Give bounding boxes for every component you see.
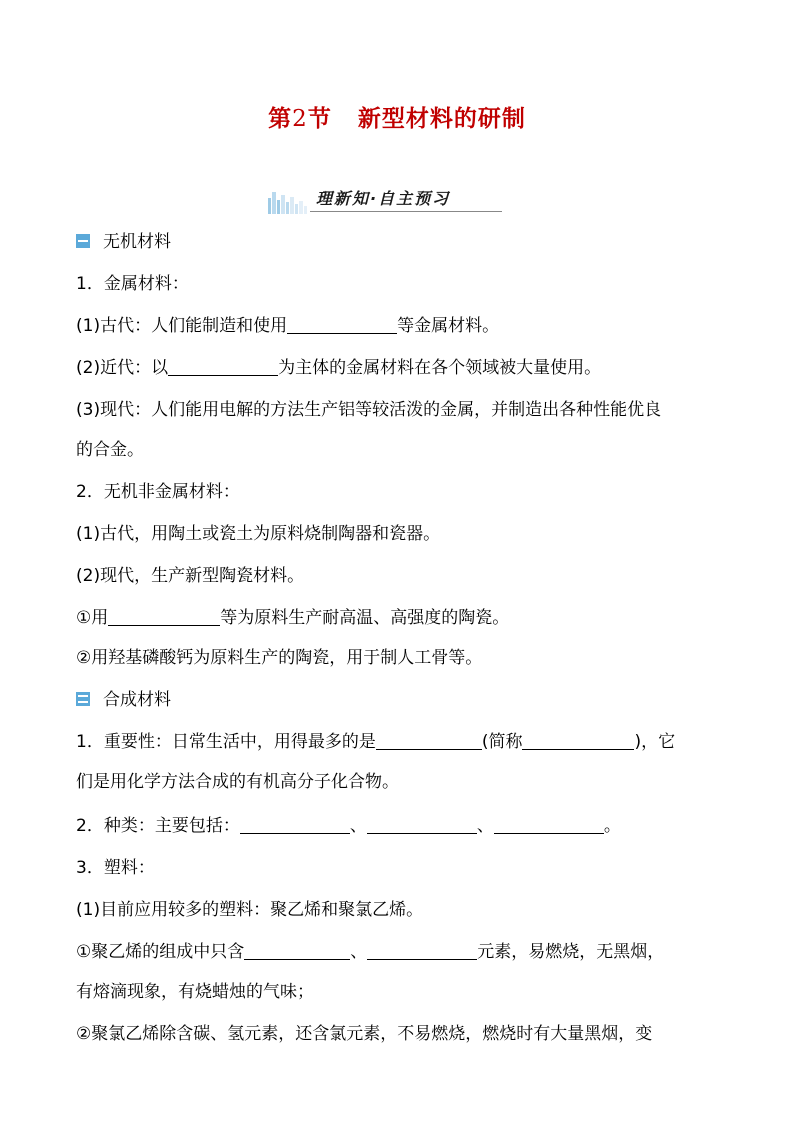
text-segment: )，它 — [634, 732, 676, 752]
plastic-common: (1)目前应用较多的塑料：聚乙烯和聚氯乙烯。 — [76, 900, 424, 920]
nonmetal-item1 — [76, 606, 509, 630]
banner-text: 理新知·自主预习 — [316, 189, 451, 208]
text-segment: 元素，易燃烧，无黑烟， — [477, 942, 665, 962]
answer-blank[interactable] — [168, 357, 278, 376]
plastic-heading: 3．塑料： — [76, 858, 155, 878]
answer-blank[interactable] — [240, 815, 350, 834]
text-segment: 、 — [349, 816, 367, 836]
answer-blank[interactable] — [287, 315, 397, 334]
title-suffix: 节 — [307, 106, 332, 132]
nonmetal-ancient: (1)古代，用陶土或瓷土为原料烧制陶器和瓷器。 — [76, 524, 441, 544]
plastic-pvc: ②聚氯乙烯除含碳、氢元素，还含氯元素，不易燃烧，燃烧时有大量黑烟，变 — [76, 1024, 653, 1044]
section-two-icon — [76, 692, 90, 706]
answer-blank[interactable] — [367, 815, 477, 834]
section-heading-synthetic — [76, 688, 171, 712]
metal-heading: 1．金属材料： — [76, 274, 189, 294]
metal-current-line2: 的合金。 — [76, 440, 144, 460]
metal-modern — [76, 356, 601, 380]
nonmetal-heading: 2．无机非金属材料： — [76, 482, 240, 502]
answer-blank[interactable] — [494, 815, 604, 834]
text-segment: (2)近代：以 — [76, 358, 169, 378]
section-one-icon — [76, 234, 90, 248]
title-prefix: 第 — [268, 106, 293, 132]
synthetic-types — [76, 814, 621, 838]
answer-blank[interactable] — [244, 941, 350, 960]
text-segment: 、 — [476, 816, 494, 836]
text-segment: 为主体的金属材料在各个领域被大量使用。 — [278, 358, 602, 378]
text-segment: (1)古代：人们能制造和使用 — [76, 316, 288, 336]
preview-banner — [266, 184, 502, 214]
text-segment: ①聚乙烯的组成中只含 — [76, 942, 245, 962]
answer-blank[interactable] — [367, 941, 477, 960]
text-segment: 等为原料生产耐高温、高强度的陶瓷。 — [220, 608, 510, 628]
section-heading-text: 合成材料 — [103, 690, 171, 710]
city-skyline-icon — [266, 188, 314, 214]
metal-current-line1: (3)现代：人们能用电解的方法生产铝等较活泼的金属，并制造出各种性能优良 — [76, 400, 662, 420]
synthetic-importance-line2: 们是用化学方法合成的有机高分子化合物。 — [76, 772, 399, 792]
section-title — [0, 100, 794, 133]
section-heading-text: 无机材料 — [103, 232, 171, 252]
banner-underline — [310, 211, 502, 212]
answer-blank[interactable] — [522, 731, 634, 750]
nonmetal-modern: (2)现代，生产新型陶瓷材料。 — [76, 566, 305, 586]
metal-ancient — [76, 314, 499, 338]
text-segment: 2．种类：主要包括： — [76, 816, 240, 836]
synthetic-importance — [76, 730, 675, 754]
plastic-pe — [76, 940, 664, 964]
title-number: 2 — [292, 106, 308, 132]
nonmetal-item2: ②用羟基磷酸钙为原料生产的陶瓷，用于制人工骨等。 — [76, 648, 483, 668]
answer-blank[interactable] — [376, 731, 482, 750]
text-segment: 等金属材料。 — [397, 316, 500, 336]
title-name: 新型材料的研制 — [357, 106, 526, 132]
section-heading-inorganic — [76, 230, 171, 254]
text-segment: 1．重要性：日常生活中，用得最多的是 — [76, 732, 376, 752]
text-segment: ①用 — [76, 608, 109, 628]
text-segment: 、 — [350, 942, 368, 962]
text-segment: (简称 — [481, 732, 523, 752]
text-segment: 。 — [603, 816, 621, 836]
answer-blank[interactable] — [108, 607, 220, 626]
plastic-pe-line2: 有熔滴现象，有烧蜡烛的气味； — [76, 982, 314, 1002]
